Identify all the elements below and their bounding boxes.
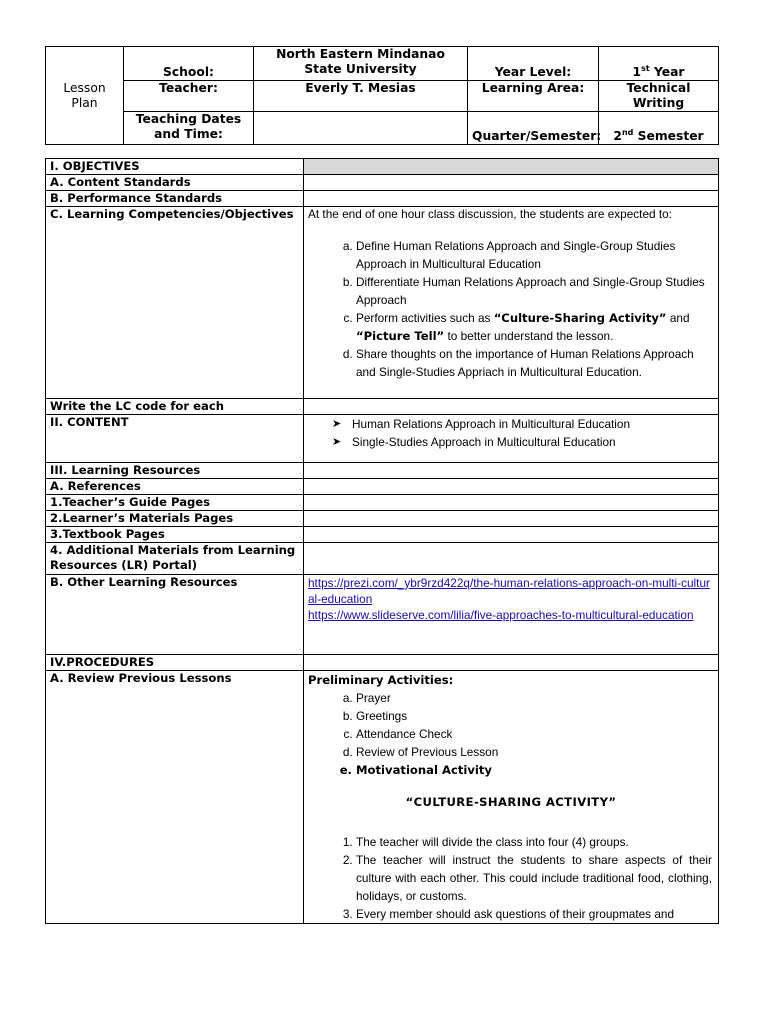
table-row [46,399,719,415]
procedures-heading: IV.PROCEDURES [46,655,304,671]
table-row [46,511,719,527]
teaching-dates-value [254,112,468,145]
content-list [332,415,714,451]
table-row [46,671,719,924]
teacher-label: Teacher: [124,81,254,112]
teaching-dates-label: Teaching Dates and Time: [124,112,254,145]
arrow-bullet-icon: ➤ [332,436,342,448]
list-item: d. Review of Previous Lesson [356,743,714,761]
arrow-bullet-icon: ➤ [332,418,342,430]
additional-materials-label: 4. Additional Materials from Learning Resources (LR) Portal) [46,543,304,575]
year-level-label: Year Level: [468,47,599,81]
list-item: ➤ Human Relations Approach in Multicultural Education [332,417,631,431]
performance-standards-label: B. Performance Standards [46,191,304,207]
year-level-value: 1st Year [599,47,719,81]
content-heading: II. CONTENT [46,415,304,463]
slideserve-link[interactable]: https://www.slideserve.com/lilia/five-approaches-to-multicultural-education [308,608,694,622]
content-cell [304,415,719,463]
teachers-guide-label: 1.Teacher’s Guide Pages [46,495,304,511]
quarter-label: Quarter/Semester: [468,112,599,145]
table-row [46,463,719,479]
lesson-plan-body-table [45,158,719,924]
learners-materials-label: 2.Learner’s Materials Pages [46,511,304,527]
activity-title: “CULTURE-SHARING ACTIVITY” [405,795,617,809]
list-item: 3. Every member should ask questions of their groupmates and [356,905,712,923]
teacher-value: Everly T. Mesias [254,81,468,112]
table-row [46,575,719,655]
list-item: c. Perform activities such as “Culture-Sharing Activity” and “Picture Tell” to better understand the lesson. [356,309,714,345]
list-item: 2. The teacher will instruct the students to share aspects of their culture with each other. This could include traditional food, clothing, holidays, or customs. [356,851,712,905]
list-item: c. Attendance Check [356,725,714,743]
list-item: ➤ Single-Studies Approach in Multicultural Education [332,435,616,449]
other-resources-label: B. Other Learning Resources [46,575,304,655]
table-row [46,527,719,543]
list-item: 1. The teacher will divide the class into four (4) groups. [356,833,712,851]
school-value: North Eastern Mindanao State University [254,47,468,81]
table-row [46,479,719,495]
learning-area-label: Learning Area: [468,81,599,112]
references-label: A. References [46,479,304,495]
list-item: a. Prayer [356,689,714,707]
lesson-plan-label: Lesson Plan [46,47,124,145]
preliminary-list [356,689,714,779]
list-item: e. Motivational Activity [356,761,714,779]
other-resources-cell [304,575,719,655]
objectives-shaded-cell [304,159,719,175]
table-row [46,175,719,191]
table-row [46,543,719,575]
list-item: a. Define Human Relations Approach and Single-Group Studies Approach in Multicultural Education [356,237,714,273]
review-cell [304,671,719,924]
content-standards-label: A. Content Standards [46,175,304,191]
table-row [46,159,719,175]
review-label: A. Review Previous Lessons [46,671,304,924]
table-row [46,495,719,511]
learning-area-value: Technical Writing [599,81,719,112]
table-row [46,207,719,399]
competencies-list [356,237,714,381]
table-row [46,655,719,671]
learning-resources-heading: III. Learning Resources [46,463,304,479]
list-item: b. Differentiate Human Relations Approach and Single-Group Studies Approach [356,273,714,309]
table-row [46,415,719,463]
preliminary-heading: Preliminary Activities: [308,673,454,687]
list-item: d. Share thoughts on the importance of Human Relations Approach and Single-Studies Appriach in Multicultural Education. [356,345,714,381]
semester-value: 2nd Semester [599,112,719,145]
lc-code-label: Write the LC code for each [46,399,304,415]
activity-steps-list [356,833,714,923]
objectives-heading: I. OBJECTIVES [46,159,304,175]
competencies-label: C. Learning Competencies/Objectives [46,207,304,399]
lesson-plan-header-table [45,46,719,145]
competencies-cell [304,207,719,399]
competencies-intro: At the end of one hour class discussion, the students are expected to: [308,207,672,221]
school-label: School: [124,47,254,81]
prezi-link[interactable]: https://prezi.com/_ybr9rzd422q/the-human-relations-approach-on-multi-cultural-education [308,576,710,606]
textbook-label: 3.Textbook Pages [46,527,304,543]
list-item: b. Greetings [356,707,714,725]
